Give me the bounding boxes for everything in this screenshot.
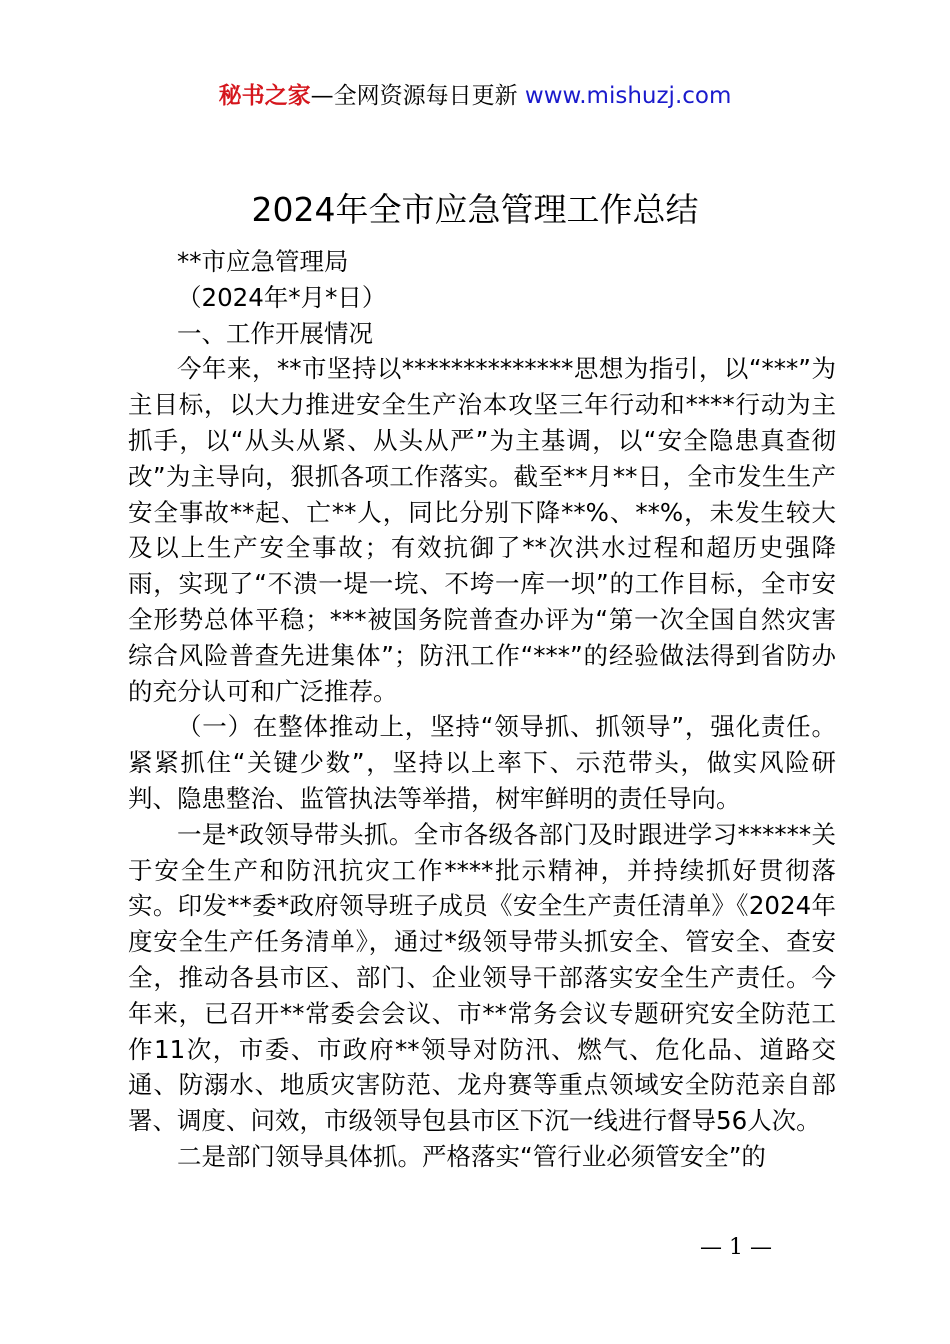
document-title: 2024年全市应急管理工作总结 — [251, 190, 699, 229]
brand-name: 秘书之家 — [218, 83, 311, 109]
paragraph: 一是*政领导带头抓。全市各级各部门及时跟进学习******关于安全生产和防汛抗灾工作****批示精神，并持续抓好贯彻落实。印发**委*政府领导班子成员《安全生产责任清单》《2024年度安全生产任务清单》，通过*级领导带头抓安全、管安全、查安全，推动各县市区、部门、企业领导干部落实安全生产责任。今年来，已召开**常委会会议、市**常务会议专题研究安全防范工作11次，市委、市政府**领导对防汛、燃气、危化品、道路交通、防溺水、地质灾害防范、龙舟赛等重点领域安全防范亲自部署、调度、问效，市级领导包县市区下沉一线进行督导56人次。 — [128, 819, 836, 1136]
site-header — [0, 80, 950, 112]
issuer-line: **市应急管理局 — [177, 247, 349, 276]
site-url[interactable]: www.mishuzj.com — [524, 83, 732, 109]
date-line: （2024年*月*日） — [177, 282, 387, 312]
paragraph: （一）在整体推动上，坚持“领导抓、抓领导”，强化责任。紧紧抓住“关键少数”，坚持以上率下、示范带头，做实风险研判、隐患整治、监管执法等举措，树牢鲜明的责任导向。 — [128, 712, 836, 813]
paragraph: 今年来，**市坚持以**************思想为指引，以“***”为主目标，以大力推进安全生产治本攻坚三年行动和****行动为主抓手，以“从头从紧、从头从严”为主基调，以“安全隐患真查彻改”为主导向，狠抓各项工作落实。截至**月**日，全市发生生产安全事故**起、亡**人，同比分别下降**%、**%，未发生较大及以上生产安全事故；有效抗御了**次洪水过程和超历史强降雨，实现了“不溃一堤一垸、不垮一库一坝”的工作目标，全市安全形势总体平稳；***被国务院普查办评为“第一次全国自然灾害综合风险普查先进集体”；防汛工作“***”的经验做法得到省防办的充分认可和广泛推荐。 — [128, 354, 836, 706]
document-body — [128, 244, 836, 1175]
header-slogan: —全网资源每日更新 — [310, 83, 518, 109]
section-heading: 一、工作开展情况 — [177, 318, 373, 348]
page-number: — 1 — — [700, 1235, 772, 1260]
paragraph: 二是部门领导具体抓。严格落实“管行业必须管安全”的 — [177, 1141, 766, 1171]
